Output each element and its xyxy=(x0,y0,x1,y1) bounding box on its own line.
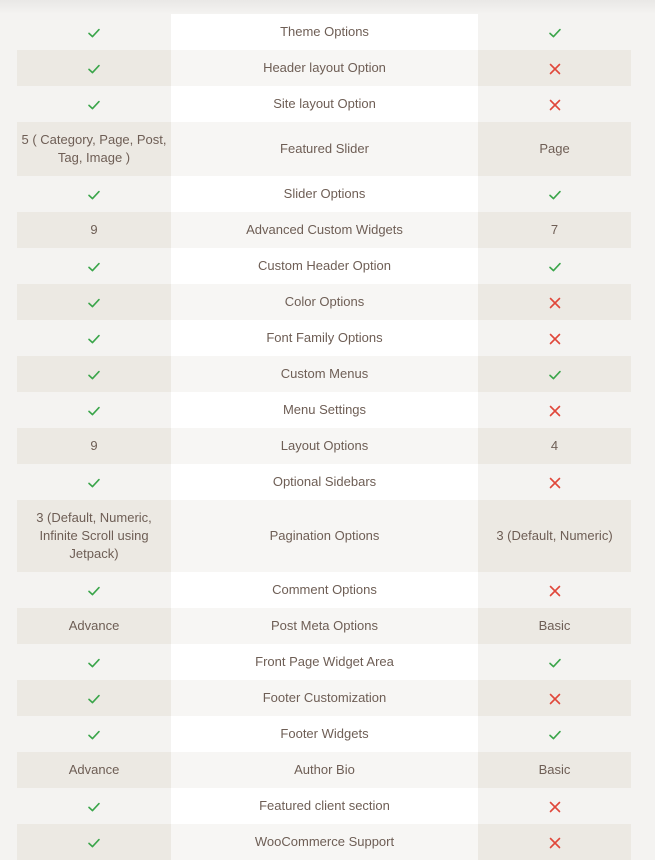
pro-version-cell xyxy=(478,176,631,212)
check-icon xyxy=(87,656,101,670)
free-version-cell xyxy=(17,716,171,752)
table-row xyxy=(17,608,631,644)
table-row xyxy=(17,122,631,176)
pro-version-cell xyxy=(478,788,631,824)
cross-icon xyxy=(548,296,562,310)
check-icon xyxy=(87,728,101,742)
cell-value: 4 xyxy=(550,438,559,453)
cross-icon xyxy=(548,692,562,706)
table-row xyxy=(17,320,631,356)
feature-name: Header layout Option xyxy=(263,60,386,75)
table-row xyxy=(17,500,631,572)
cross-icon xyxy=(548,476,562,490)
check-icon xyxy=(548,188,562,202)
table-row xyxy=(17,464,631,500)
check-icon xyxy=(87,188,101,202)
free-version-cell xyxy=(17,248,171,284)
table-row xyxy=(17,14,631,50)
feature-name: Footer Widgets xyxy=(280,726,369,741)
pro-version-cell xyxy=(478,752,631,788)
feature-name: Optional Sidebars xyxy=(272,474,377,489)
table-row xyxy=(17,572,631,608)
check-icon xyxy=(87,98,101,112)
feature-name-cell xyxy=(171,680,478,716)
cell-value: Advance xyxy=(68,618,120,633)
free-version-cell xyxy=(17,608,171,644)
cell-value: 7 xyxy=(550,222,559,237)
feature-name-cell xyxy=(171,644,478,680)
free-version-cell xyxy=(17,464,171,500)
feature-name: Author Bio xyxy=(294,762,355,777)
pro-version-cell xyxy=(478,248,631,284)
feature-name: Post Meta Options xyxy=(271,618,378,633)
feature-name: Theme Options xyxy=(280,24,369,39)
cross-icon xyxy=(548,98,562,112)
feature-name: Site layout Option xyxy=(273,96,376,111)
free-version-cell xyxy=(17,788,171,824)
free-version-cell xyxy=(17,500,171,572)
cross-icon xyxy=(548,800,562,814)
table-body xyxy=(17,14,631,860)
pro-version-cell xyxy=(478,572,631,608)
pro-version-cell xyxy=(478,320,631,356)
pro-version-cell xyxy=(478,680,631,716)
table-row xyxy=(17,356,631,392)
free-version-cell xyxy=(17,212,171,248)
pro-version-cell xyxy=(478,86,631,122)
feature-name-cell xyxy=(171,428,478,464)
pro-version-cell xyxy=(478,464,631,500)
check-icon xyxy=(87,260,101,274)
check-icon xyxy=(548,728,562,742)
check-icon xyxy=(87,368,101,382)
cross-icon xyxy=(548,62,562,76)
free-version-cell xyxy=(17,122,171,176)
free-version-cell xyxy=(17,50,171,86)
feature-name-cell xyxy=(171,86,478,122)
cell-value: 9 xyxy=(90,222,98,237)
free-version-cell xyxy=(17,320,171,356)
cell-value: 3 (Default, Numeric, Infinite Scroll using Jetpack) xyxy=(36,510,152,561)
table-row xyxy=(17,752,631,788)
feature-name-cell xyxy=(171,14,478,50)
free-version-cell xyxy=(17,14,171,50)
table-row xyxy=(17,86,631,122)
feature-name-cell xyxy=(171,752,478,788)
table-row xyxy=(17,824,631,860)
table-row xyxy=(17,284,631,320)
cell-value: Basic xyxy=(538,762,571,777)
feature-name: Front Page Widget Area xyxy=(255,654,394,669)
free-version-cell xyxy=(17,86,171,122)
feature-name-cell xyxy=(171,392,478,428)
check-icon xyxy=(87,296,101,310)
check-icon xyxy=(87,476,101,490)
feature-name-cell xyxy=(171,788,478,824)
check-icon xyxy=(548,26,562,40)
feature-name: Featured Slider xyxy=(280,141,369,156)
pro-version-cell xyxy=(478,716,631,752)
free-version-cell xyxy=(17,176,171,212)
pro-version-cell xyxy=(478,500,631,572)
table-row xyxy=(17,428,631,464)
feature-name: Custom Header Option xyxy=(258,258,391,273)
pro-version-cell xyxy=(478,50,631,86)
feature-name: Color Options xyxy=(284,294,365,309)
feature-name: Custom Menus xyxy=(280,366,369,381)
pro-version-cell xyxy=(478,284,631,320)
check-icon xyxy=(87,836,101,850)
table-row xyxy=(17,50,631,86)
cross-icon xyxy=(548,404,562,418)
check-icon xyxy=(87,800,101,814)
pro-version-cell xyxy=(478,608,631,644)
table-row xyxy=(17,392,631,428)
pro-version-cell xyxy=(478,122,631,176)
cell-value: Basic xyxy=(538,618,571,633)
feature-name-cell xyxy=(171,608,478,644)
free-version-cell xyxy=(17,644,171,680)
table-row xyxy=(17,788,631,824)
free-version-cell xyxy=(17,572,171,608)
check-icon xyxy=(87,62,101,76)
free-version-cell xyxy=(17,428,171,464)
free-version-cell xyxy=(17,392,171,428)
pro-version-cell xyxy=(478,428,631,464)
feature-name-cell xyxy=(171,320,478,356)
feature-name: Slider Options xyxy=(283,186,366,201)
feature-name: Layout Options xyxy=(280,438,369,453)
table-row xyxy=(17,248,631,284)
pro-version-cell xyxy=(478,356,631,392)
feature-name-cell xyxy=(171,248,478,284)
feature-name-cell xyxy=(171,50,478,86)
feature-name: Menu Settings xyxy=(282,402,367,417)
table-row xyxy=(17,176,631,212)
feature-name-cell xyxy=(171,464,478,500)
cell-value: 9 xyxy=(90,438,98,453)
feature-name: WooCommerce Support xyxy=(254,834,395,849)
check-icon xyxy=(87,692,101,706)
feature-comparison-table xyxy=(17,14,631,860)
cross-icon xyxy=(548,584,562,598)
table-row xyxy=(17,680,631,716)
feature-name: Featured client section xyxy=(259,798,390,813)
check-icon xyxy=(87,404,101,418)
cross-icon xyxy=(548,332,562,346)
pro-version-cell xyxy=(478,392,631,428)
feature-name: Comment Options xyxy=(272,582,377,597)
pro-version-cell xyxy=(478,824,631,860)
feature-name: Font Family Options xyxy=(266,330,383,345)
pro-version-cell xyxy=(478,212,631,248)
check-icon xyxy=(548,656,562,670)
feature-name-cell xyxy=(171,824,478,860)
check-icon xyxy=(87,26,101,40)
check-icon xyxy=(548,260,562,274)
cell-value: 3 (Default, Numeric) xyxy=(496,528,613,543)
feature-name-cell xyxy=(171,176,478,212)
table-row xyxy=(17,644,631,680)
feature-name-cell xyxy=(171,284,478,320)
free-version-cell xyxy=(17,356,171,392)
free-version-cell xyxy=(17,284,171,320)
free-version-cell xyxy=(17,824,171,860)
free-version-cell xyxy=(17,752,171,788)
check-icon xyxy=(548,368,562,382)
feature-name: Footer Customization xyxy=(262,690,387,705)
pro-version-cell xyxy=(478,14,631,50)
check-icon xyxy=(87,332,101,346)
pro-version-cell xyxy=(478,644,631,680)
table-row xyxy=(17,212,631,248)
top-shade xyxy=(0,0,655,14)
cell-value: Advance xyxy=(68,762,120,777)
check-icon xyxy=(87,584,101,598)
cell-value: 5 ( Category, Page, Post, Tag, Image ) xyxy=(21,132,167,165)
feature-name: Advanced Custom Widgets xyxy=(246,222,403,237)
cell-value: Page xyxy=(539,141,570,156)
feature-name-cell xyxy=(171,212,478,248)
feature-name: Pagination Options xyxy=(269,528,380,543)
feature-name-cell xyxy=(171,716,478,752)
feature-name-cell xyxy=(171,122,478,176)
free-version-cell xyxy=(17,680,171,716)
table-row xyxy=(17,716,631,752)
cross-icon xyxy=(548,836,562,850)
feature-name-cell xyxy=(171,572,478,608)
feature-name-cell xyxy=(171,500,478,572)
feature-name-cell xyxy=(171,356,478,392)
